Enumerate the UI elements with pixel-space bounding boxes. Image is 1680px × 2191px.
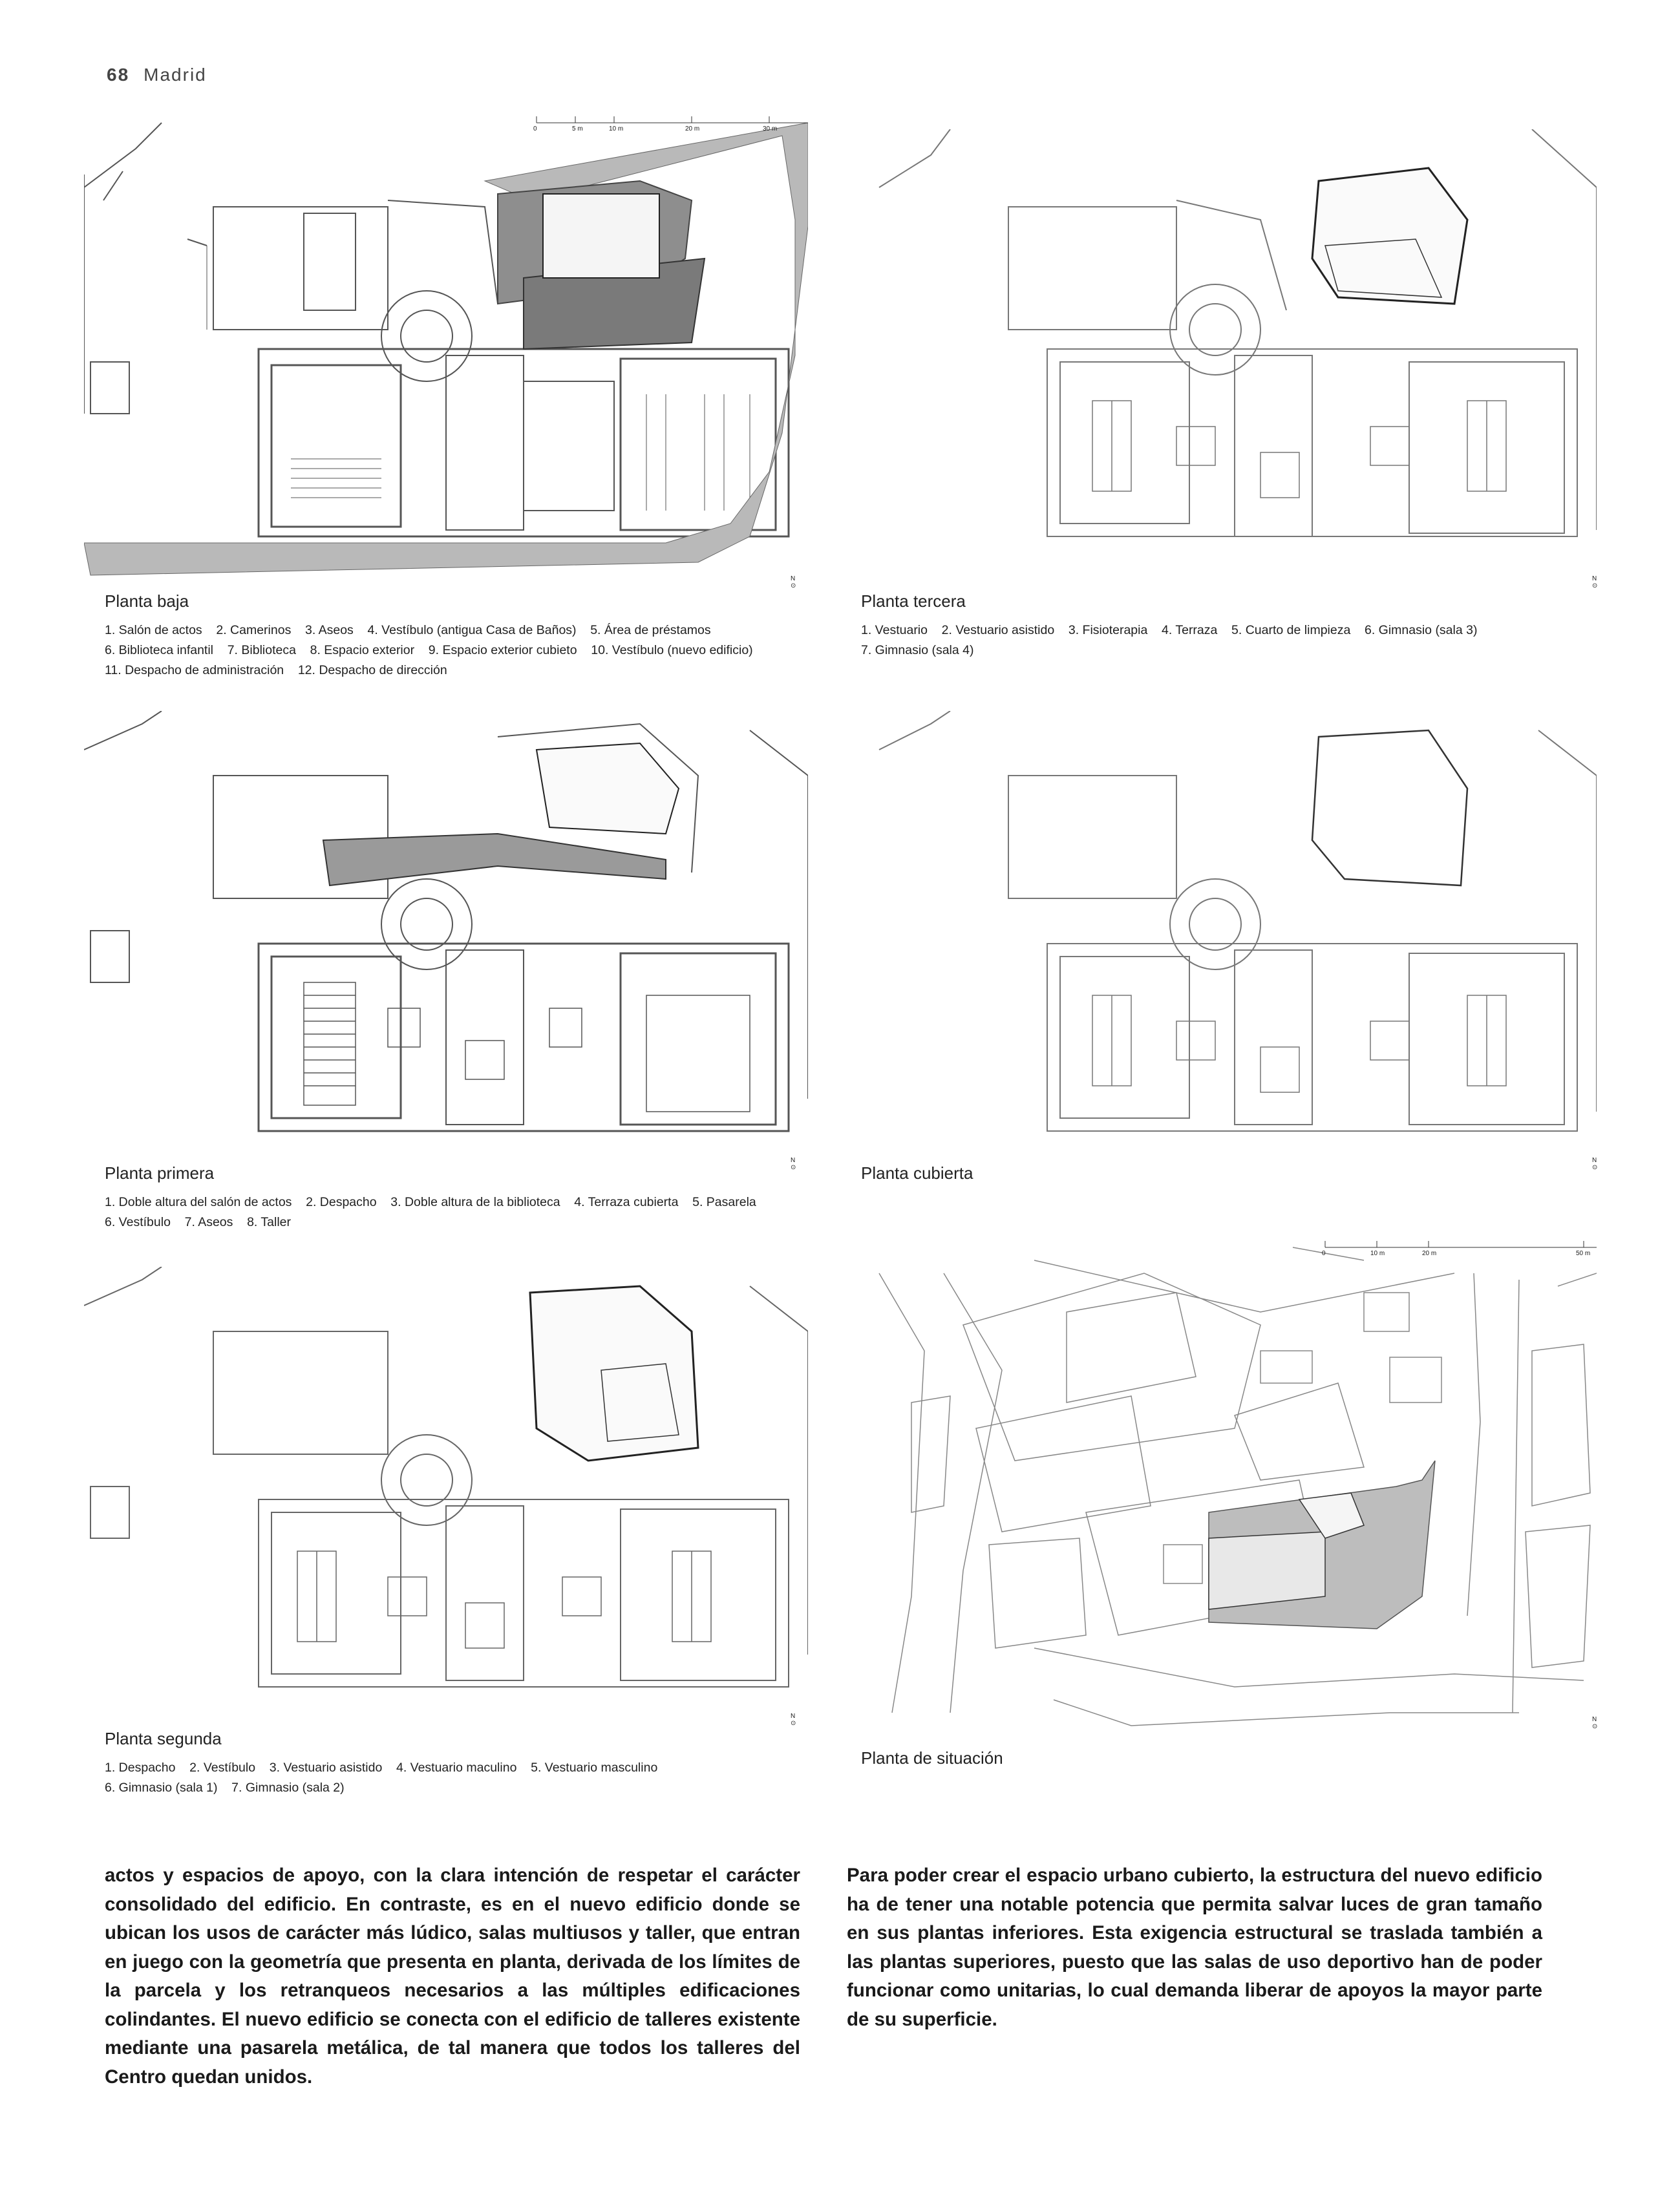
plan-title: Planta segunda [105, 1729, 222, 1748]
caption-planta-situacion [861, 1748, 1249, 1768]
scale-label: 5 m [572, 125, 583, 132]
caption-planta-segunda [105, 1729, 816, 1798]
caption-planta-tercera [861, 591, 1637, 661]
floor-plan-drawing [84, 711, 808, 1163]
floor-plan-drawing [873, 129, 1597, 582]
caption-planta-cubierta [861, 1163, 1249, 1183]
plan-title: Planta cubierta [861, 1163, 973, 1183]
plan-planta-primera [84, 711, 808, 1171]
scale-label: 10 m [1370, 1250, 1385, 1257]
north-arrow-icon: N ⊙ [1592, 575, 1598, 589]
section-title: Madrid [144, 65, 207, 85]
plan-legend: 1. Doble altura del salón de actos 2. Despacho 3. Doble altura de la biblioteca 4. Terraza cubierta 5. Pasarela 6. Vestíbulo 7. Aseos 8. Taller [105, 1195, 756, 1229]
scale-label: 20 m [685, 125, 700, 132]
body-text-left: actos y espacios de apoyo, con la clara intención de respetar el carácter consolidado del edificio. En contraste, es en el nuevo edificio donde se ubican los usos de carácter más lúdico, salas multiusos y taller, que entran en juego con la geometría que presenta en planta, derivada de los límites de la parcela y los retranqueos necesarios a las múltiples edificaciones colindantes. El nuevo edificio se conecta con el edificio de talleres existente mediante una pasarela metálica, de tal manera que todos los talleres del Centro quedan unidos. [105, 1865, 800, 2088]
north-arrow-icon: N ⊙ [1592, 1157, 1598, 1171]
caption-planta-primera [105, 1163, 816, 1233]
scale-label: 50 m [1576, 1250, 1591, 1257]
floor-plan-drawing [873, 711, 1597, 1163]
plan-planta-tercera [873, 129, 1598, 589]
north-arrow-icon: N ⊙ [791, 575, 796, 589]
plan-title: Planta primera [105, 1163, 215, 1183]
north-arrow-icon: N ⊙ [1592, 1716, 1598, 1730]
plan-planta-situacion [873, 1234, 1597, 1732]
page-header [107, 65, 207, 85]
caption-planta-baja [105, 591, 816, 681]
plan-title: Planta de situación [861, 1748, 1003, 1768]
page-number: 68 [107, 65, 130, 85]
scale-label: 20 m [1422, 1250, 1437, 1257]
plan-planta-cubierta [873, 711, 1598, 1171]
plan-legend: 1. Despacho 2. Vestíbulo 3. Vestuario asistido 4. Vestuario maculino 5. Vestuario masculino 6. Gimnasio (sala 1) 7. Gimnasio (sala 2) [105, 1761, 658, 1795]
site-plan-drawing [873, 1234, 1597, 1732]
scale-label: 10 m [609, 125, 624, 132]
scale-label: 30 m [763, 125, 778, 132]
north-arrow-icon: N ⊙ [791, 1157, 796, 1171]
plan-legend: 1. Vestuario 2. Vestuario asistido 3. Fisioterapia 4. Terraza 5. Cuarto de limpieza 6. Gimnasio (sala 3) 7. Gimnasio (sala 4) [861, 623, 1478, 657]
plan-title: Planta baja [105, 591, 189, 611]
plan-title: Planta tercera [861, 591, 966, 611]
floor-plan-drawing [84, 1267, 808, 1719]
plan-legend: 1. Salón de actos 2. Camerinos 3. Aseos 4. Vestíbulo (antigua Casa de Baños) 5. Área de préstamos 6. Biblioteca infantil 7. Biblioteca 8. Espacio exterior 9. Espacio exterior cubieto 10. Vestíbulo (nuevo edificio) 11. Despacho de administración 12. Despacho de dirección [105, 623, 753, 677]
body-text-right: Para poder crear el espacio urbano cubierto, la estructura del nuevo edificio ha de tener una notable potencia que permita salvar luces de gran tamaño en sus plantas inferiores. Esta exigencia estructural se traslada también a las plantas superiores, puesto que las salas de uso deportivo han de poder funcionar como unitarias, lo cual demanda liberar de apoyos la mayor parte de su superficie. [847, 1865, 1542, 2030]
scale-label: 0 [1322, 1250, 1326, 1257]
north-arrow-icon: N ⊙ [791, 1713, 796, 1727]
floor-plan-drawing [84, 110, 808, 582]
plan-planta-baja [84, 110, 808, 589]
plan-planta-segunda [84, 1267, 808, 1727]
scale-label: 0 [533, 125, 537, 132]
